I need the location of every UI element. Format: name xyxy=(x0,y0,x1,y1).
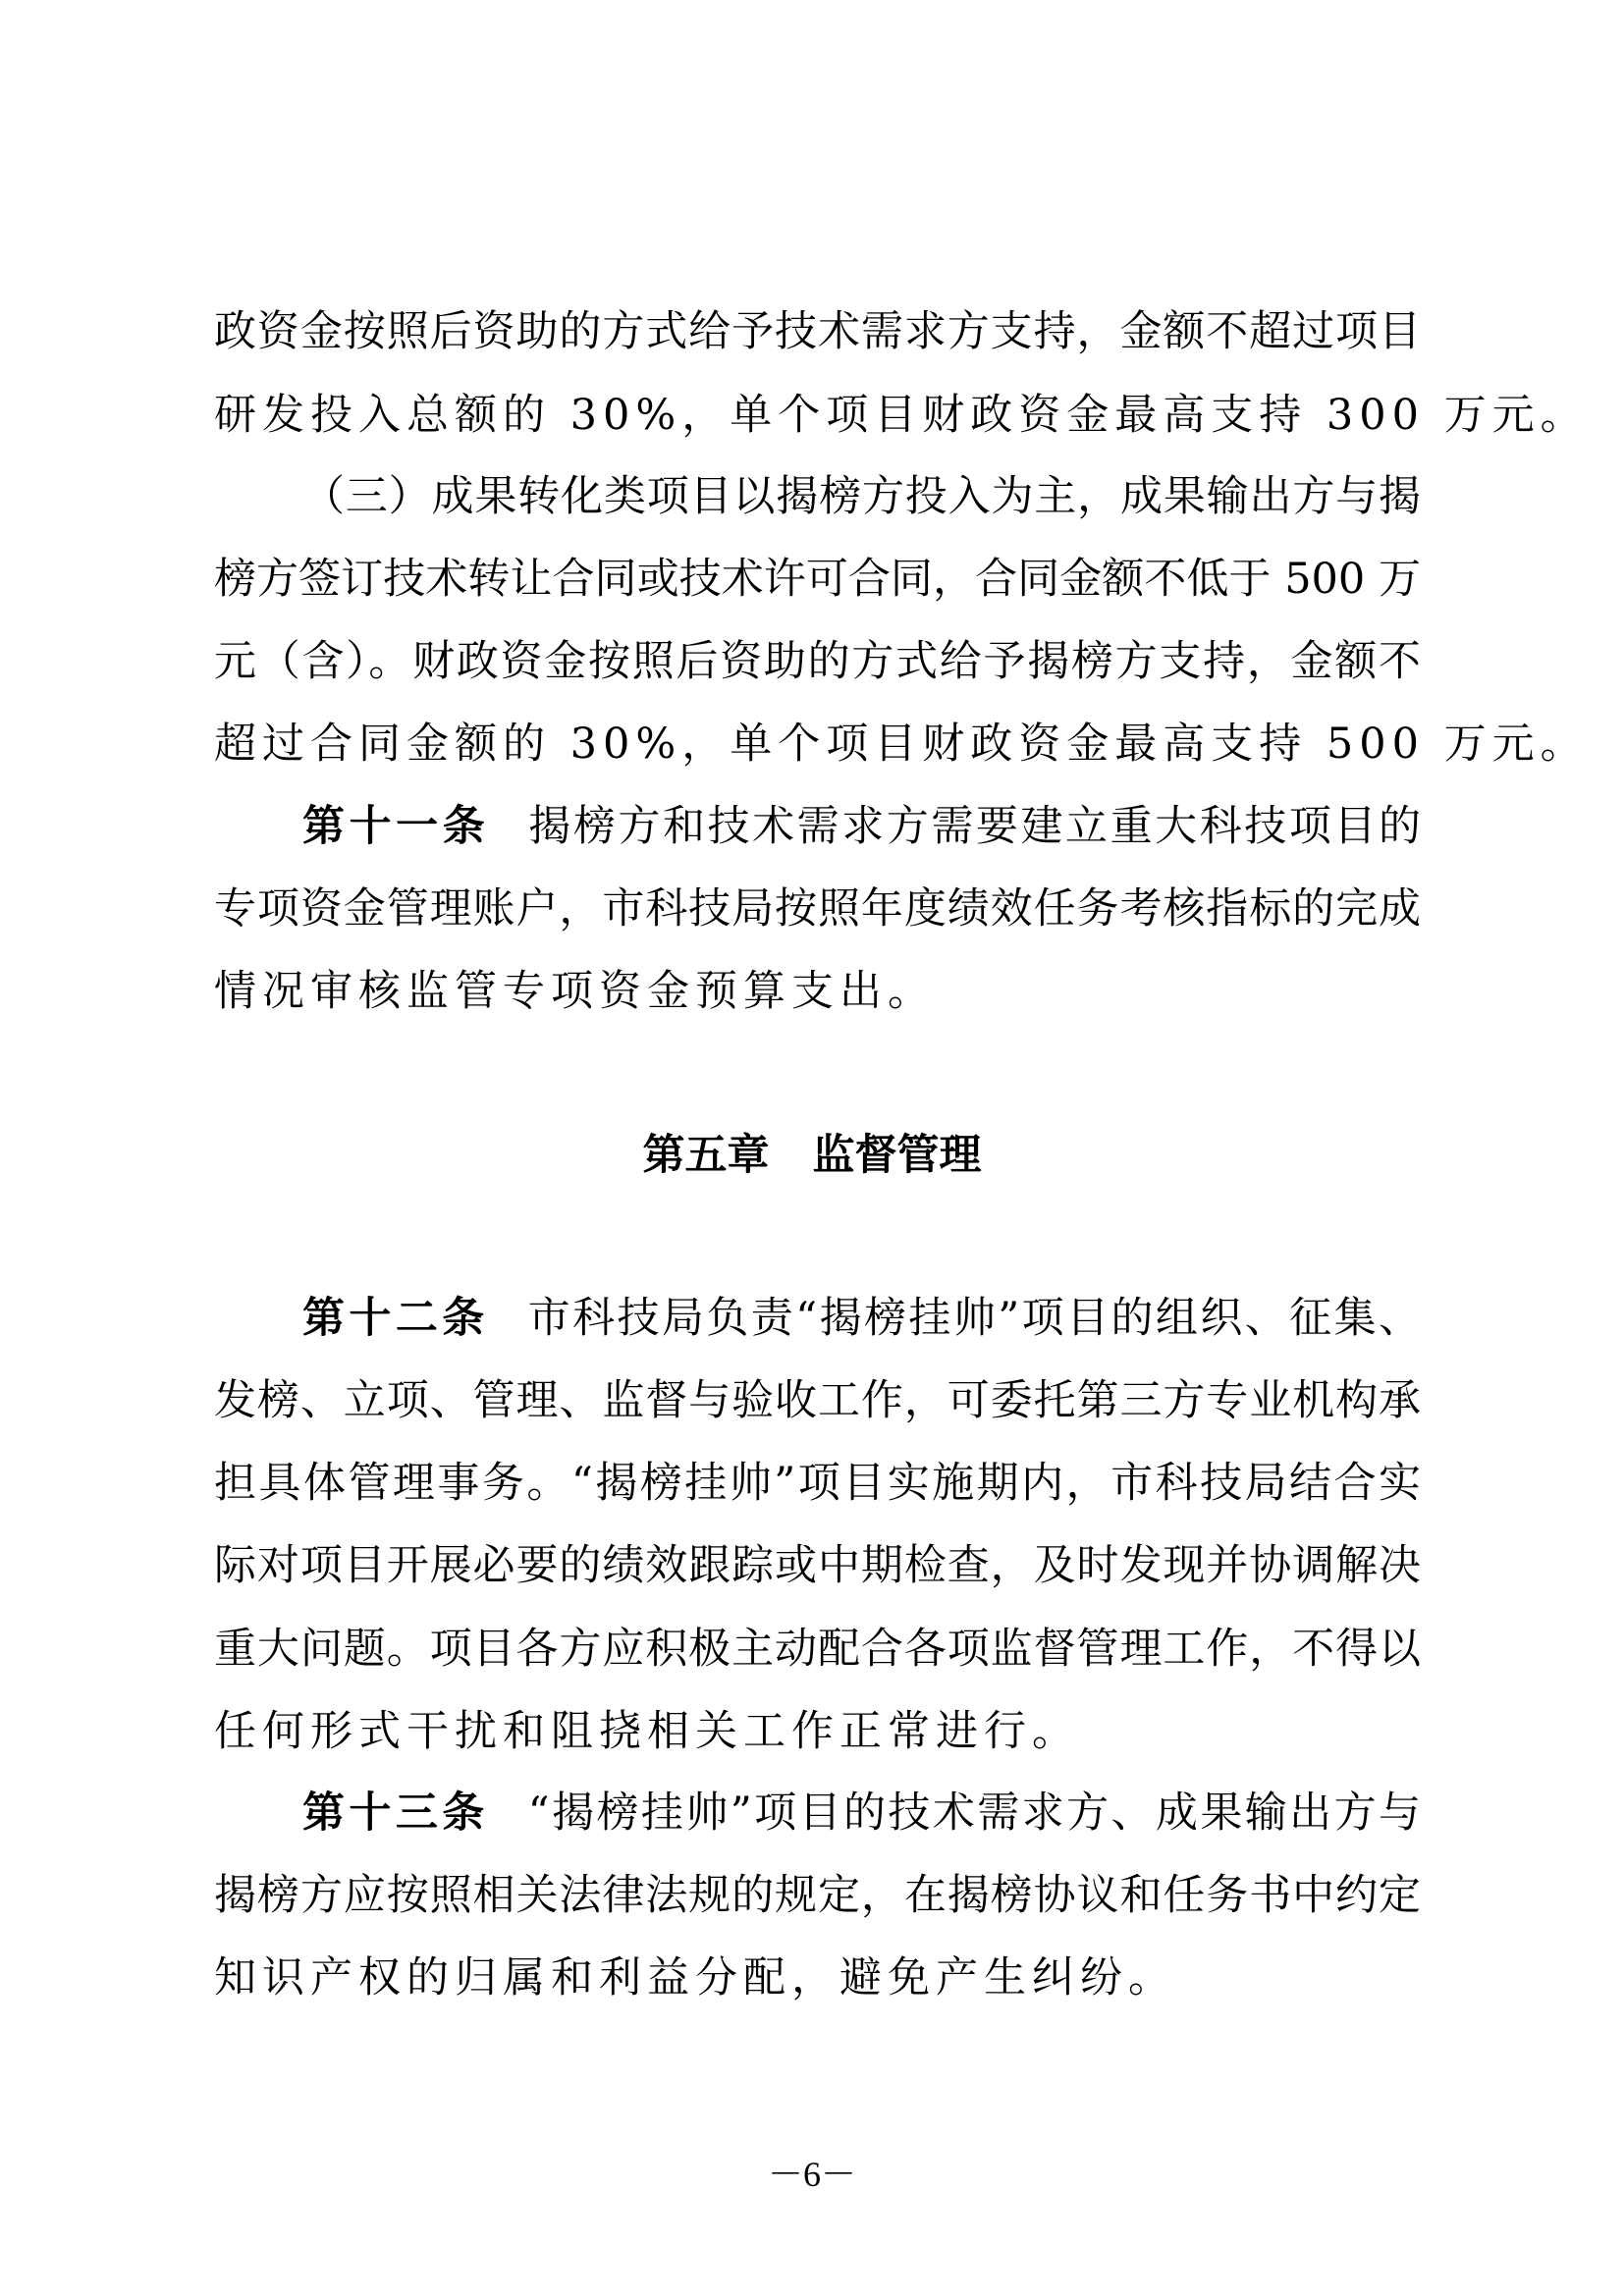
article-text: 揭榜方和技术需求方需要建立重大科技项目的 xyxy=(528,802,1422,851)
text-line xyxy=(302,1289,1421,1348)
text-line: 重大问题。项目各方应积极主动配合各项监督管理工作，不得以 xyxy=(214,1625,1421,1674)
chapter-heading xyxy=(0,1126,1624,1185)
text-line: 专项资金管理账户，市科技局按照年度绩效任务考核指标的完成 xyxy=(214,884,1421,934)
text-line: 揭榜方应按照相关法律法规的规定，在揭榜协议和任务书中约定 xyxy=(214,1871,1421,1920)
text-line: 际对项目开展必要的绩效跟踪或中期检查，及时发现并协调解决 xyxy=(214,1541,1421,1590)
text-line: 政资金按照后资助的方式给予技术需求方支持，金额不超过项目 xyxy=(214,307,1421,356)
text-line xyxy=(302,797,1421,856)
text-line: 发榜、立项、管理、监督与验收工作，可委托第三方专业机构承 xyxy=(214,1376,1421,1425)
text-line: （三）成果转化类项目以揭榜方投入为主，成果输出方与揭 xyxy=(302,472,1421,521)
text-line: 情况审核监管专项资金预算支出。 xyxy=(214,967,936,1016)
article-heading: 第十二条 xyxy=(302,1294,489,1343)
text-line: 任何形式干扰和阻挠相关工作正常进行。 xyxy=(214,1707,1080,1756)
article-text: “揭榜挂帅”项目的技术需求方、成果输出方与 xyxy=(527,1789,1421,1838)
text-line: 知识产权的归属和利益分配，避免产生纠纷。 xyxy=(214,1953,1176,2002)
text-line: 超过合同金额的 30%，单个项目财政资金最高支持 500 万元。 xyxy=(214,720,1589,769)
text-line: 担具体管理事务。“揭榜挂帅”项目实施期内，市科技局结合实 xyxy=(214,1459,1421,1508)
text-line: 元（含）。财政资金按照后资助的方式给予揭榜方支持，金额不 xyxy=(214,637,1421,686)
chapter-number: 第五章 xyxy=(642,1131,770,1180)
article-heading: 第十一条 xyxy=(302,802,490,851)
article-heading: 第十三条 xyxy=(302,1789,489,1838)
text-line xyxy=(302,1784,1421,1842)
text-line: 研发投入总额的 30%，单个项目财政资金最高支持 300 万元。 xyxy=(214,391,1589,440)
page-number: －6－ xyxy=(767,2155,856,2194)
text-line: 榜方签订技术转让合同或技术许可合同，合同金额不低于 500 万 xyxy=(214,555,1421,604)
chapter-title: 监督管理 xyxy=(812,1131,982,1180)
article-text: 市科技局负责“揭榜挂帅”项目的组织、征集、 xyxy=(527,1294,1421,1343)
